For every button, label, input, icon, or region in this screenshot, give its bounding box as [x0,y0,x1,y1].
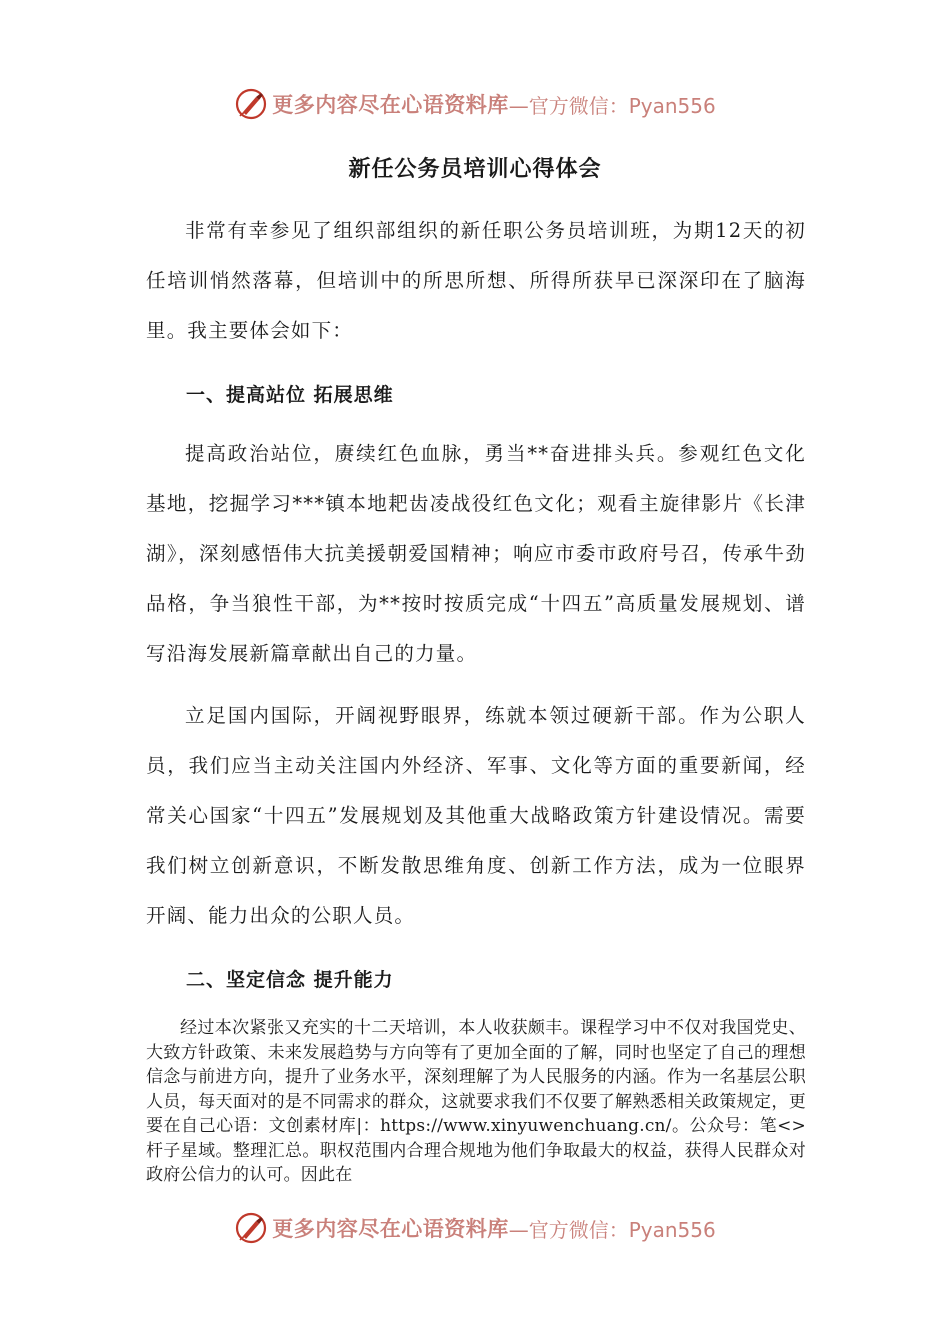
watermark-banner-top [0,84,950,124]
section-1-paragraph-1: 提高政治站位，赓续红色血脉，勇当**奋进排头兵。参观红色文化基地，挖掘学习***镇本地耙齿凌战役红色文化；观看主旋律影片《长津湖》，深刻感悟伟大抗美援朝爱国精神；响应市委市政府号召，传承牛劲品格，争当狼性干部，为**按时按质完成“十四五”高质量发展规划、谱写沿海发展新篇章献出自己的力量。 [146,442,806,665]
watermark-brand-text: 更多内容尽在心语资料库 [272,93,509,117]
intro-paragraph: 非常有幸参见了组织部组织的新任职公务员培训班，为期12天的初任培训悄然落幕，但培训中的所思所想、所得所获早已深深印在了脑海里。我主要体会如下： [146,219,806,342]
section-1-paragraph-2: 立足国内国际，开阔视野眼界，练就本领过硬新干部。作为公职人员，我们应当主动关注国内外经济、军事、文化等方面的重要新闻，经常关心国家“十四五”发展规划及其他重大战略政策方针建设情况。需要我们树立创新意识，不断发散思维角度、创新工作方法，成为一位眼界开阔、能力出众的公职人员。 [146,704,806,927]
pen-logo-icon [234,87,268,121]
pen-logo-icon [234,1211,268,1245]
section-2-paragraph-1: 经过本次紧张又充实的十二天培训，本人收获颇丰。课程学习中不仅对我国党史、大致方针政策、未来发展趋势与方向等有了更加全面的了解，同时也坚定了自己的理想信念与前进方向，提升了业务水平，深刻理解了为人民服务的内涵。作为一名基层公职人员，每天面对的是不同需求的群众，这就要求我们不仅要了解熟悉相关政策规定，更要在自己心语：文创素材库|：https://www.xinyuwenchuang.cn/。公众号：笔<>杆子星域。整理汇总。职权范围内合理合规地为他们争取最大的权益，获得人民群众对政府公信力的认可。因此在 [146,1018,806,1185]
watermark-brand-text: 更多内容尽在心语资料库 [272,1217,509,1241]
watermark-wechat-text: —官方微信：Pyan556 [508,93,716,118]
section-1-heading: 一、提高站位 拓展思维 [186,384,394,406]
document-title: 新任公务员培训心得体会 [348,157,602,182]
section-2-heading: 二、坚定信念 提升能力 [186,969,394,991]
watermark-banner-bottom [0,1208,950,1248]
watermark-wechat-text: —官方微信：Pyan556 [508,1217,716,1242]
